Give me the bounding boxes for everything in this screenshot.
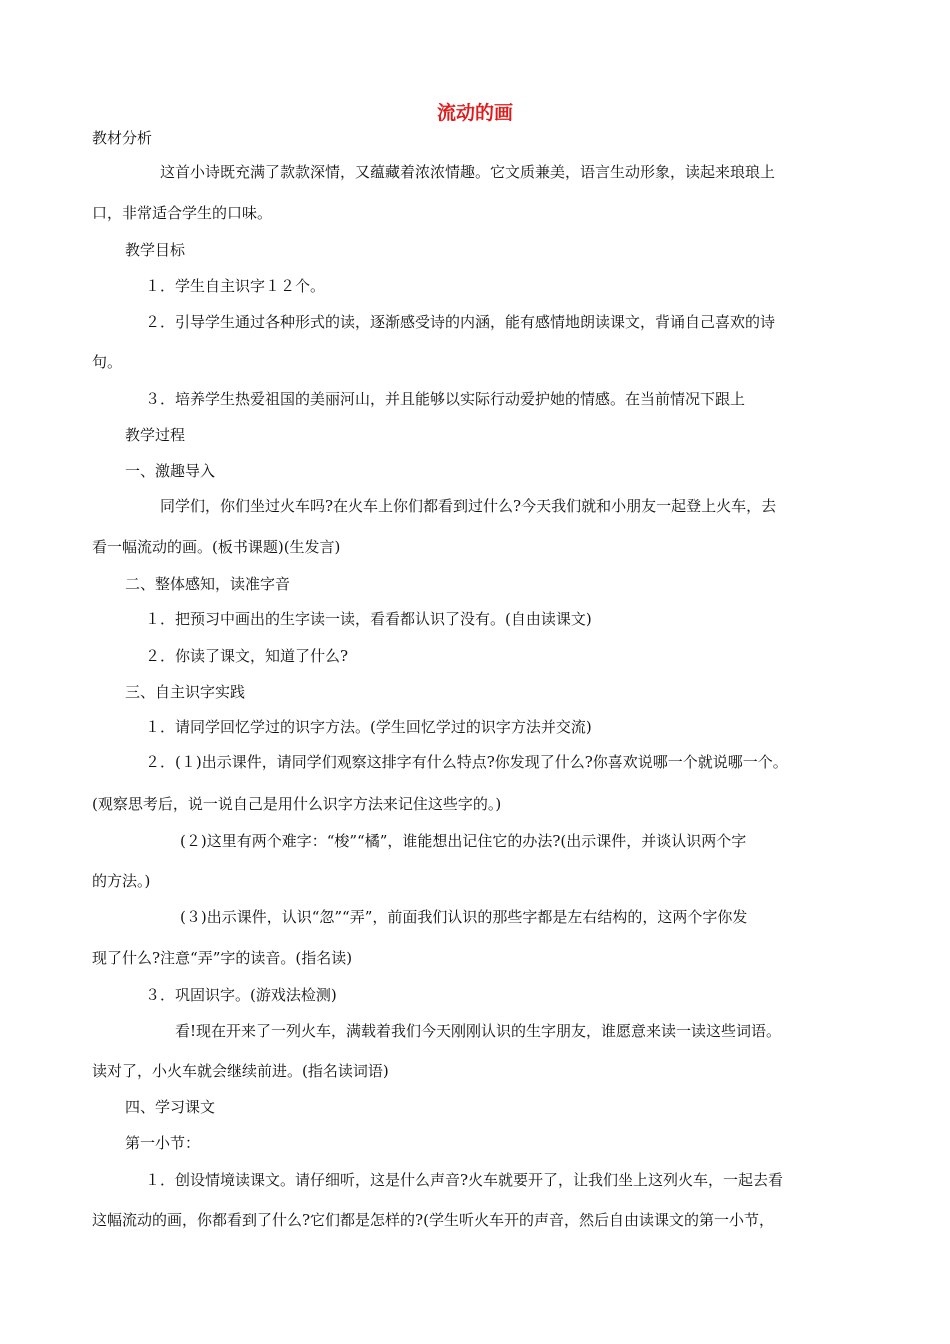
paragraph-line: 口，非常适合学生的口味。	[92, 204, 273, 222]
section-heading: 一、激趣导入	[125, 462, 216, 480]
paragraph-line: 同学们，你们坐过火车吗?在火车上你们都看到过什么?今天我们就和小朋友一起登上火车，去	[160, 497, 777, 515]
paragraph-line: 现了什么?注意“弄”字的读音。(指名读)	[92, 949, 353, 967]
paragraph-line: 这幅流动的画，你都看到了什么?它们都是怎样的?(学生听火车开的声音，然后自由读课文的第一小节，	[92, 1211, 774, 1229]
paragraph-line: 句。	[92, 353, 123, 371]
section-heading: 二、整体感知，读准字音	[125, 575, 291, 593]
list-item: (３)出示课件，认识“忽”“弄”，前面我们认识的那些字都是左右结构的，这两个字你发	[180, 908, 748, 926]
list-item: ２．你读了课文，知道了什么?	[145, 647, 349, 665]
subsection-heading: 第一小节：	[125, 1134, 201, 1152]
paragraph-line: (观察思考后，说一说自己是用什么识字方法来记住这些字的。)	[92, 795, 502, 813]
heading-teaching-process: 教学过程	[125, 426, 186, 444]
heading-teaching-goals: 教学目标	[125, 241, 186, 259]
paragraph-line: 的方法。)	[92, 872, 151, 890]
list-item: (２)这里有两个难字：“梭”“橘”，谁能想出记住它的办法?(出示课件，并谈认识两个字	[180, 832, 747, 850]
document-title: 流动的画	[436, 102, 513, 124]
list-item: １．请同学回忆学过的识字方法。(学生回忆学过的识字方法并交流)	[145, 718, 592, 736]
list-item: １．把预习中画出的生字读一读，看看都认识了没有。(自由读课文)	[145, 610, 592, 628]
list-item: １．学生自主识字１２个。	[145, 277, 326, 295]
paragraph-line: 看一幅流动的画。(板书课题)(生发言)	[92, 538, 341, 556]
paragraph-line: 这首小诗既充满了款款深情，又蕴藏着浓浓情趣。它文质兼美，语言生动形象，读起来琅琅上	[160, 163, 776, 181]
list-item: ３．巩固识字。(游戏法检测)	[145, 986, 337, 1004]
list-item: ２．引导学生通过各种形式的读，逐渐感受诗的内涵，能有感情地朗读课文，背诵自己喜欢的诗	[145, 313, 776, 331]
section-heading: 三、自主识字实践	[125, 683, 246, 701]
list-item: ３．培养学生热爱祖国的美丽河山，并且能够以实际行动爱护她的情感。在当前情况下跟上	[145, 390, 746, 408]
heading-textbook-analysis: 教材分析	[92, 129, 153, 147]
paragraph-line: 读对了，小火车就会继续前进。(指名读词语)	[92, 1062, 389, 1080]
paragraph-line: 看!现在开来了一列火车，满载着我们今天刚刚认识的生字朋友，谁愿意来读一读这些词语。	[175, 1022, 782, 1040]
section-heading: 四、学习课文	[125, 1098, 216, 1116]
list-item: ２．(１)出示课件，请同学们观察这排字有什么特点?你发现了什么?你喜欢说哪一个就说哪一个。	[145, 753, 788, 771]
list-item: １．创设情境读课文。请仔细听，这是什么声音?火车就要开了，让我们坐上这列火车，一起去看	[145, 1171, 784, 1189]
